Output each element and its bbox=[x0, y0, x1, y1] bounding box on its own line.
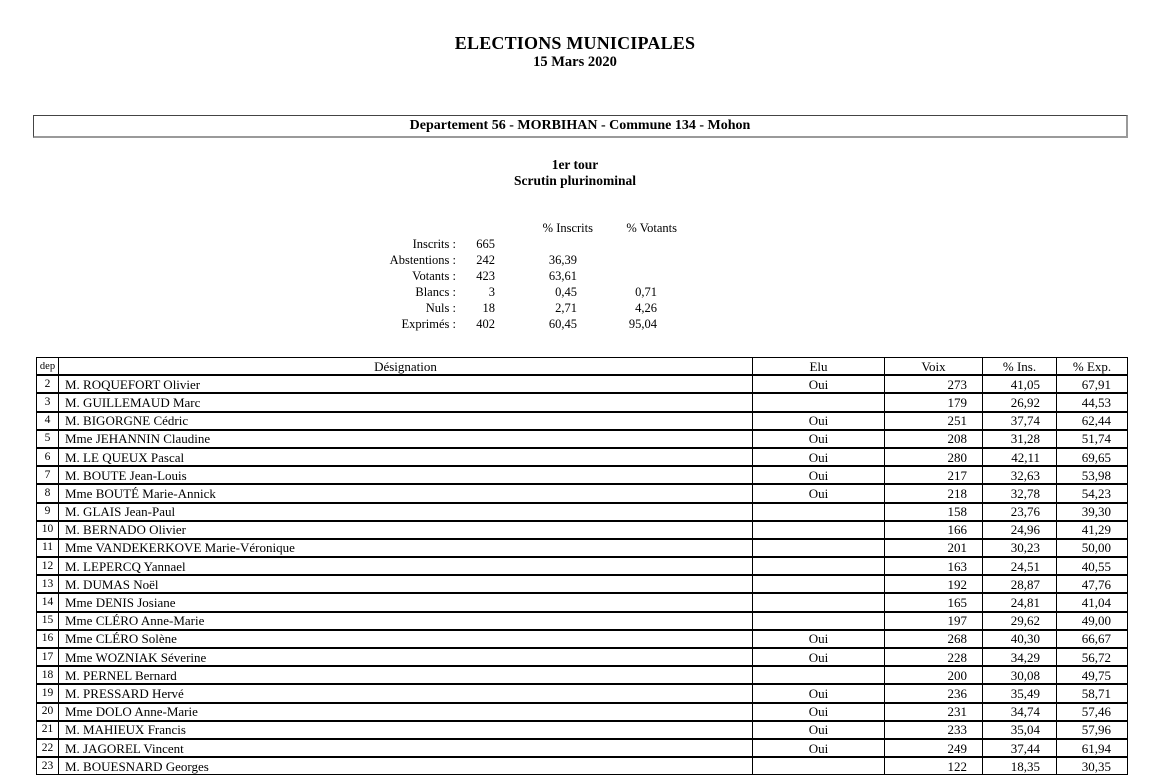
pct-exprimes-value: 62,44 bbox=[1056, 412, 1128, 430]
summary-value: 242 bbox=[476, 253, 495, 268]
pct-exprimes-value: 30,35 bbox=[1056, 757, 1128, 775]
votes-count: 201 bbox=[884, 539, 982, 557]
result-row bbox=[36, 757, 1128, 775]
summary-pct-votants bbox=[593, 237, 677, 253]
election-date: 15 Mars 2020 bbox=[533, 54, 617, 70]
votes-count: 231 bbox=[884, 703, 982, 721]
header-pct-ins: % Ins. bbox=[982, 357, 1056, 375]
result-row bbox=[36, 593, 1128, 611]
summary-row-abstentions bbox=[340, 253, 677, 269]
votes-count: 249 bbox=[884, 739, 982, 757]
candidate-name: M. ROQUEFORT Olivier bbox=[58, 375, 752, 393]
elected-flag bbox=[752, 393, 884, 411]
pct-inscrits-value: 34,74 bbox=[982, 703, 1056, 721]
votes-count: 166 bbox=[884, 521, 982, 539]
summary-pct-inscrits: 2,71 bbox=[555, 300, 577, 315]
result-row bbox=[36, 430, 1128, 448]
candidate-number: 13 bbox=[36, 575, 58, 593]
elected-flag: Oui bbox=[752, 430, 884, 448]
pct-exprimes-value: 39,30 bbox=[1056, 503, 1128, 521]
results-table bbox=[36, 357, 1128, 775]
pct-exprimes-value: 49,00 bbox=[1056, 612, 1128, 630]
pct-exprimes-value: 67,91 bbox=[1056, 375, 1128, 393]
candidate-number: 6 bbox=[36, 448, 58, 466]
pct-inscrits-value: 34,29 bbox=[982, 648, 1056, 666]
candidate-name: Mme CLÉRO Anne-Marie bbox=[58, 612, 752, 630]
candidate-number: 7 bbox=[36, 466, 58, 484]
pct-exprimes-value: 61,94 bbox=[1056, 739, 1128, 757]
pct-exprimes-value: 66,67 bbox=[1056, 630, 1128, 648]
elected-flag bbox=[752, 503, 884, 521]
votes-count: 208 bbox=[884, 430, 982, 448]
result-row bbox=[36, 393, 1128, 411]
pct-exprimes-value: 50,00 bbox=[1056, 539, 1128, 557]
pct-exprimes-value: 40,55 bbox=[1056, 557, 1128, 575]
elected-flag: Oui bbox=[752, 721, 884, 739]
summary-pct-votants: 95,04 bbox=[628, 316, 657, 331]
round-label: 1er tour bbox=[551, 157, 599, 172]
pct-inscrits-value: 24,51 bbox=[982, 557, 1056, 575]
result-row bbox=[36, 539, 1128, 557]
candidate-number: 12 bbox=[36, 557, 58, 575]
elected-flag bbox=[752, 666, 884, 684]
pct-exprimes-value: 51,74 bbox=[1056, 430, 1128, 448]
candidate-name: M. MAHIEUX Francis bbox=[58, 721, 752, 739]
elected-flag: Oui bbox=[752, 484, 884, 502]
candidate-number: 19 bbox=[36, 684, 58, 702]
summary-label: Votants : bbox=[412, 269, 456, 284]
elected-flag: Oui bbox=[752, 466, 884, 484]
result-row bbox=[36, 412, 1128, 430]
pct-inscrits-value: 28,87 bbox=[982, 575, 1056, 593]
votes-count: 163 bbox=[884, 557, 982, 575]
candidate-name: M. GLAIS Jean-Paul bbox=[58, 503, 752, 521]
candidate-number: 17 bbox=[36, 648, 58, 666]
pct-inscrits-value: 40,30 bbox=[982, 630, 1056, 648]
candidate-number: 20 bbox=[36, 703, 58, 721]
summary-row-inscrits bbox=[340, 237, 677, 253]
pct-exprimes-value: 69,65 bbox=[1056, 448, 1128, 466]
result-row bbox=[36, 739, 1128, 757]
result-row bbox=[36, 375, 1128, 393]
result-row bbox=[36, 666, 1128, 684]
candidate-name: Mme DOLO Anne-Marie bbox=[58, 703, 752, 721]
candidate-number: 2 bbox=[36, 375, 58, 393]
elected-flag: Oui bbox=[752, 684, 884, 702]
elected-flag: Oui bbox=[752, 739, 884, 757]
elected-flag bbox=[752, 521, 884, 539]
pct-inscrits-value: 32,63 bbox=[982, 466, 1056, 484]
candidate-number: 8 bbox=[36, 484, 58, 502]
candidate-number: 23 bbox=[36, 757, 58, 775]
votes-count: 268 bbox=[884, 630, 982, 648]
result-row bbox=[36, 575, 1128, 593]
result-row bbox=[36, 684, 1128, 702]
votes-count: 192 bbox=[884, 575, 982, 593]
pct-inscrits-header: % Inscrits bbox=[542, 221, 593, 236]
pct-exprimes-value: 41,04 bbox=[1056, 593, 1128, 611]
pct-inscrits-value: 42,11 bbox=[982, 448, 1056, 466]
summary-pct-votants: 0,71 bbox=[635, 285, 657, 299]
votes-count: 273 bbox=[884, 375, 982, 393]
pct-exprimes-value: 56,72 bbox=[1056, 648, 1128, 666]
header-elu: Elu bbox=[752, 357, 884, 375]
candidate-number: 21 bbox=[36, 721, 58, 739]
elected-flag bbox=[752, 593, 884, 611]
pct-inscrits-value: 30,23 bbox=[982, 539, 1056, 557]
pct-votants-header: % Votants bbox=[626, 221, 677, 236]
votes-count: 236 bbox=[884, 684, 982, 702]
elected-flag: Oui bbox=[752, 648, 884, 666]
candidate-number: 9 bbox=[36, 503, 58, 521]
summary-row-votants bbox=[340, 269, 677, 285]
summary-row-nuls bbox=[340, 300, 677, 316]
pct-exprimes-value: 47,76 bbox=[1056, 575, 1128, 593]
pct-exprimes-value: 53,98 bbox=[1056, 466, 1128, 484]
votes-count: 217 bbox=[884, 466, 982, 484]
summary-value: 3 bbox=[488, 285, 495, 299]
summary-value: 18 bbox=[482, 300, 495, 315]
summary-pct-votants bbox=[593, 253, 677, 269]
pct-exprimes-value: 57,96 bbox=[1056, 721, 1128, 739]
result-row bbox=[36, 503, 1128, 521]
result-row bbox=[36, 703, 1128, 721]
summary-label: Abstentions : bbox=[389, 253, 456, 268]
votes-count: 228 bbox=[884, 648, 982, 666]
summary-pct-inscrits: 60,45 bbox=[548, 316, 577, 331]
result-row bbox=[36, 484, 1128, 502]
candidate-name: M. JAGOREL Vincent bbox=[58, 739, 752, 757]
result-row bbox=[36, 630, 1128, 648]
summary-value: 402 bbox=[476, 316, 495, 331]
pct-exprimes-value: 41,29 bbox=[1056, 521, 1128, 539]
votes-count: 280 bbox=[884, 448, 982, 466]
pct-inscrits-value: 35,49 bbox=[982, 684, 1056, 702]
elected-flag: Oui bbox=[752, 448, 884, 466]
page-title: ELECTIONS MUNICIPALES bbox=[454, 33, 696, 53]
elected-flag: Oui bbox=[752, 630, 884, 648]
pct-inscrits-value: 37,74 bbox=[982, 412, 1056, 430]
candidate-name: M. LEPERCQ Yannael bbox=[58, 557, 752, 575]
candidate-name: M. PERNEL Bernard bbox=[58, 666, 752, 684]
pct-inscrits-value: 37,44 bbox=[982, 739, 1056, 757]
candidate-name: M. DUMAS Noël bbox=[58, 575, 752, 593]
pct-inscrits-value: 24,81 bbox=[982, 593, 1056, 611]
votes-count: 200 bbox=[884, 666, 982, 684]
candidate-name: Mme CLÉRO Solène bbox=[58, 630, 752, 648]
candidate-name: M. BERNADO Olivier bbox=[58, 521, 752, 539]
result-row bbox=[36, 648, 1128, 666]
pct-inscrits-value: 18,35 bbox=[982, 757, 1056, 775]
header-voix: Voix bbox=[884, 357, 982, 375]
result-row bbox=[36, 466, 1128, 484]
elected-flag: Oui bbox=[752, 412, 884, 430]
candidate-name: Mme WOZNIAK Séverine bbox=[58, 648, 752, 666]
candidate-name: M. BOUESNARD Georges bbox=[58, 757, 752, 775]
candidate-number: 22 bbox=[36, 739, 58, 757]
summary-label: Blancs : bbox=[415, 285, 456, 299]
candidate-name: Mme BOUTÉ Marie-Annick bbox=[58, 484, 752, 502]
region-banner: Departement 56 - MORBIHAN - Commune 134 - Mohon bbox=[33, 115, 1128, 138]
candidate-name: Mme VANDEKERKOVE Marie-Véronique bbox=[58, 539, 752, 557]
votes-count: 122 bbox=[884, 757, 982, 775]
summary-pct-inscrits: 63,61 bbox=[548, 269, 577, 284]
header-designation: Désignation bbox=[58, 357, 752, 375]
votes-count: 179 bbox=[884, 393, 982, 411]
pct-exprimes-value: 54,23 bbox=[1056, 484, 1128, 502]
candidate-number: 4 bbox=[36, 412, 58, 430]
votes-count: 165 bbox=[884, 593, 982, 611]
pct-exprimes-value: 57,46 bbox=[1056, 703, 1128, 721]
elected-flag: Oui bbox=[752, 703, 884, 721]
pct-inscrits-value: 30,08 bbox=[982, 666, 1056, 684]
header-pct-exp: % Exp. bbox=[1056, 357, 1128, 375]
pct-inscrits-value: 32,78 bbox=[982, 484, 1056, 502]
candidate-number: 5 bbox=[36, 430, 58, 448]
candidate-name: M. LE QUEUX Pascal bbox=[58, 448, 752, 466]
candidate-number: 14 bbox=[36, 593, 58, 611]
candidate-number: 11 bbox=[36, 539, 58, 557]
votes-count: 251 bbox=[884, 412, 982, 430]
candidate-name: M. BOUTE Jean-Louis bbox=[58, 466, 752, 484]
pct-inscrits-value: 31,28 bbox=[982, 430, 1056, 448]
summary-value: 423 bbox=[476, 269, 495, 284]
summary-pct-votants bbox=[593, 269, 677, 285]
pct-inscrits-value: 26,92 bbox=[982, 393, 1056, 411]
candidate-name: M. PRESSARD Hervé bbox=[58, 684, 752, 702]
elected-flag bbox=[752, 612, 884, 630]
candidate-number: 3 bbox=[36, 393, 58, 411]
header-dep: dep bbox=[36, 357, 58, 375]
candidate-number: 18 bbox=[36, 666, 58, 684]
summary-pct-inscrits bbox=[495, 237, 593, 253]
result-row bbox=[36, 448, 1128, 466]
elected-flag bbox=[752, 557, 884, 575]
votes-count: 197 bbox=[884, 612, 982, 630]
candidate-name: M. GUILLEMAUD Marc bbox=[58, 393, 752, 411]
summary-pct-votants: 4,26 bbox=[635, 300, 657, 315]
summary-label: Exprimés : bbox=[401, 316, 456, 331]
summary-row-exprimes bbox=[340, 316, 677, 332]
pct-inscrits-value: 41,05 bbox=[982, 375, 1056, 393]
elected-flag bbox=[752, 575, 884, 593]
candidate-number: 10 bbox=[36, 521, 58, 539]
pct-inscrits-value: 29,62 bbox=[982, 612, 1056, 630]
result-row bbox=[36, 521, 1128, 539]
ballot-type-label: Scrutin plurinominal bbox=[514, 173, 636, 188]
participation-summary bbox=[340, 221, 677, 332]
pct-exprimes-value: 58,71 bbox=[1056, 684, 1128, 702]
elected-flag: Oui bbox=[752, 375, 884, 393]
pct-inscrits-value: 24,96 bbox=[982, 521, 1056, 539]
elected-flag bbox=[752, 757, 884, 775]
pct-exprimes-value: 44,53 bbox=[1056, 393, 1128, 411]
summary-label: Nuls : bbox=[425, 300, 456, 315]
candidate-number: 15 bbox=[36, 612, 58, 630]
summary-pct-inscrits: 0,45 bbox=[555, 285, 577, 299]
summary-header-row bbox=[340, 221, 677, 237]
result-row bbox=[36, 557, 1128, 575]
votes-count: 233 bbox=[884, 721, 982, 739]
summary-row-blancs bbox=[340, 285, 677, 301]
pct-inscrits-value: 23,76 bbox=[982, 503, 1056, 521]
summary-pct-inscrits: 36,39 bbox=[548, 253, 577, 268]
votes-count: 158 bbox=[884, 503, 982, 521]
candidate-name: M. BIGORGNE Cédric bbox=[58, 412, 752, 430]
votes-count: 218 bbox=[884, 484, 982, 502]
results-header-row bbox=[36, 357, 1128, 375]
candidate-number: 16 bbox=[36, 630, 58, 648]
summary-value: 665 bbox=[476, 237, 495, 252]
pct-inscrits-value: 35,04 bbox=[982, 721, 1056, 739]
result-row bbox=[36, 612, 1128, 630]
candidate-name: Mme JEHANNIN Claudine bbox=[58, 430, 752, 448]
pct-exprimes-value: 49,75 bbox=[1056, 666, 1128, 684]
elected-flag bbox=[752, 539, 884, 557]
summary-label: Inscrits : bbox=[412, 237, 456, 252]
candidate-name: Mme DENIS Josiane bbox=[58, 593, 752, 611]
result-row bbox=[36, 721, 1128, 739]
